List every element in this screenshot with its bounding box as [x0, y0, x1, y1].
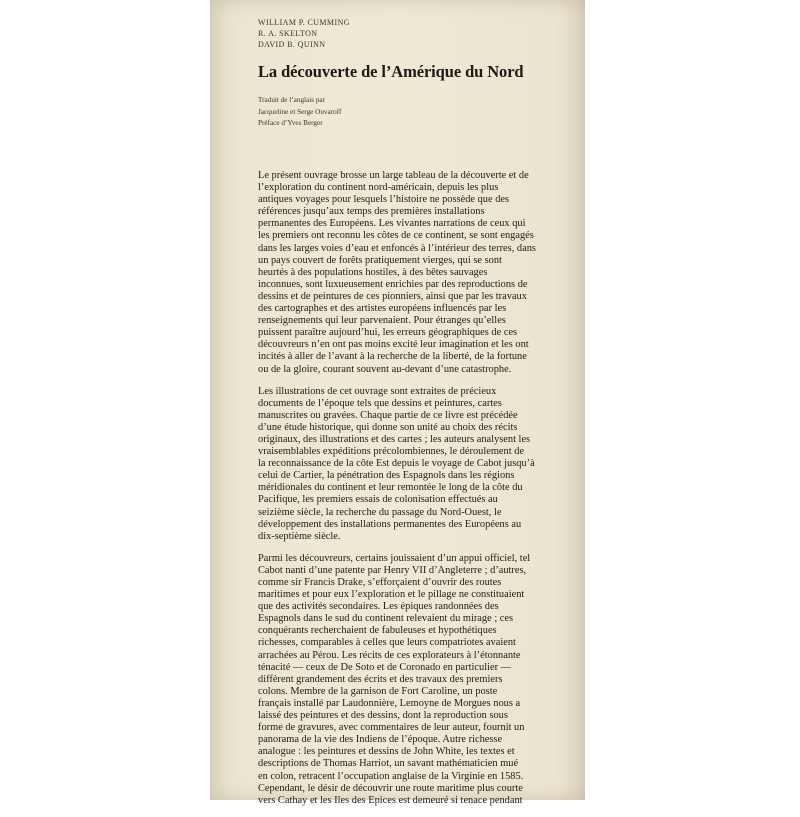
text-line: panorama de la vie des Indiens de l’époque. Autre richesse	[258, 734, 503, 746]
text-line: Parmi les découvreurs, certains jouissaient d’un appui officiel, tel	[258, 552, 531, 564]
text-line: ou de la gloire, courant souvent au-devant d’une catastrophe.	[258, 363, 512, 375]
text-line: conquérants recherchaient de fabuleuses et hypothétiques	[258, 625, 497, 637]
text-line: Les illustrations de cet ouvrage sont extraites de précieux	[258, 385, 497, 397]
text-line: dix-septième siècle.	[258, 530, 341, 542]
text-line: que des activités secondaires. Les épiques randonnées des	[258, 601, 499, 613]
text-line: celui de Cartier, la pénétration des Espagnols dans les régions	[258, 470, 515, 482]
text-line: forme de gravures, avec commentaires de leur auteur, fournit un	[258, 722, 525, 734]
text-line: méridionales du continent et leur remontée le long de la côte du	[258, 482, 523, 494]
text-line: dessins et de peintures de ces pionniers, ainsi que par les travaux	[258, 290, 527, 302]
text-line: diffèrent grandement des écrits et des travaux des premiers	[258, 673, 503, 685]
text-line: analogue : les peintures et dessins de John White, les textes et	[258, 746, 515, 758]
text-line: français installé par Laudonnière, Lemoyne de Morgues nous a	[258, 697, 521, 709]
text-line: puissent paraître aujourd’hui, les erreurs géographiques de ces	[258, 327, 518, 339]
text-line: richesses, comparables à celles que leurs compatriotes avaient	[258, 637, 516, 649]
text-line: maritimes et pour eux l’exploration et le pillage ne constituaient	[258, 589, 525, 601]
text-line: l’exploration du continent nord-américain, depuis les plus	[258, 182, 499, 194]
text-line: découvreurs n’en ont pas moins excité leur imagination et les ont	[258, 339, 529, 351]
text-line: colons. Membre de la garnison de Fort Caroline, un poste	[258, 685, 498, 697]
text-line: seizième siècle, la recherche du passage du Nord-Ouest, le	[258, 506, 502, 518]
text-line: laissé des peintures et des dessins, dont la reproduction sous	[258, 710, 508, 722]
author-list	[258, 17, 350, 50]
text-line: manuscrites ou gravées. Chaque partie de ce livre est précédée	[258, 409, 518, 421]
text-line: ténacité — ceux de De Soto et de Coronado en particulier —	[258, 661, 512, 673]
author-name: DAVID B. QUINN	[258, 40, 326, 49]
text-line: inconnues, sont luxueusement enrichies par des reproductions de	[258, 278, 528, 290]
text-line: dans les larges voies d’eau et enfoncés à l’intérieur des terres, dans	[258, 242, 536, 254]
text-line: des cartographes et des artistes européens influencés par les	[258, 303, 507, 315]
text-line: Le présent ouvrage brosse un large tableau de la découverte et de	[258, 170, 529, 181]
text-line: descriptions de Thomas Harriot, un savant mathématicien mué	[258, 758, 519, 770]
author-name: WILLIAM P. CUMMING	[258, 18, 350, 27]
book-title: La découverte de l’Amérique du Nord	[258, 62, 524, 81]
text-line: Cabot nanti d’une patente par Henry VII d’Angleterre ; d’autres,	[258, 564, 527, 576]
text-line: Espagnols dans le sud du continent relevaient du mirage ; ces	[258, 613, 514, 625]
credit-line: Jacqueline et Serge Ouvaroff	[258, 107, 342, 116]
text-line: originaux, des illustrations et des cartes ; les auteurs analysent les	[258, 433, 531, 445]
text-line: antiques voyages pour lesquels l’histoire ne possède que des	[258, 194, 510, 206]
text-line: incités à aller de l’avant à la recherche de la liberté, de la fortune	[258, 351, 527, 363]
author-name: R. A. SKELTON	[258, 29, 318, 38]
credit-line: Traduit de l’anglais par	[258, 96, 326, 104]
credit-line: Préface d’Yves Berger	[258, 119, 323, 127]
blurb-text	[258, 170, 570, 817]
text-line: d’une étude historique, qui donne son unité au choix des récits	[258, 421, 518, 433]
translation-credits	[258, 95, 341, 130]
book-jacket-flap	[210, 0, 585, 806]
text-line: arrachées au Pérou. Les récits de ces explorateurs à l’étonnante	[258, 649, 521, 661]
text-line: permanentes des Européens. Les vivantes narrations de ceux qui	[258, 218, 526, 230]
text-line: la reconnaissance de la côte Est depuis le voyage de Cabot jusqu’à	[258, 458, 535, 470]
text-line: les premiers ont reconnu les côtes de ce continent, se sont engagés	[258, 230, 534, 242]
text-line: Pacifique, les premiers essais de colonisation effectués au	[258, 494, 498, 506]
text-line: un pays couvert de forêts pratiquement vierges, qui se sont	[258, 254, 502, 266]
text-line: vraisemblables expéditions précolombiennes, le déroulement de	[258, 446, 525, 458]
text-line: documents de l’époque tels que dessins et peintures, cartes	[258, 397, 502, 409]
blurb-paragraph	[258, 170, 570, 376]
text-line: références jusqu’aux temps des premières installations	[258, 206, 485, 218]
blurb-paragraph	[258, 386, 570, 543]
text-line: Cependant, le désir de découvrir une route maritime plus courte	[258, 782, 523, 794]
blurb-paragraph	[258, 553, 570, 807]
text-line: comme sir Francis Drake, s’efforçaient d’ouvrir des routes	[258, 577, 502, 588]
text-line: renseignements qui leur parvenaient. Pour étranges qu’elles	[258, 315, 506, 327]
text-line: développement des installations permanentes des Européens au	[258, 518, 522, 530]
text-line: heurtés à des populations hostiles, à des bêtes sauvages	[258, 266, 488, 278]
text-line: en colon, retracent l’occupation anglaise de la Virginie en 1585.	[258, 770, 524, 782]
text-line: vers Cathay et les Iles des Epices est demeuré si tenace pendant	[258, 794, 523, 806]
